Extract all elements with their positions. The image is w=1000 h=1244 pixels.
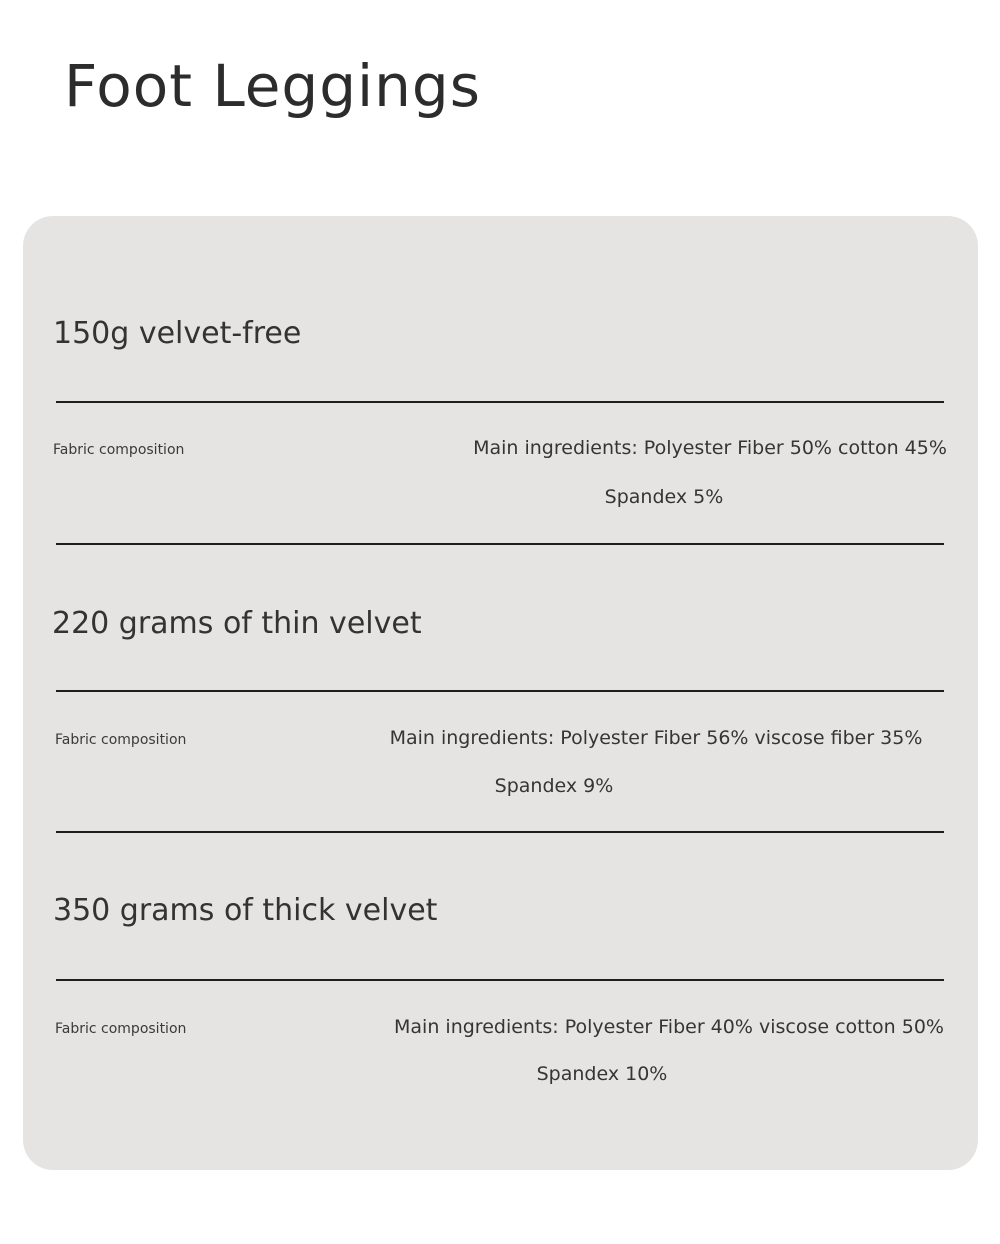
composition-main-ingredients: Main ingredients: Polyester Fiber 40% viscose cotton 50% xyxy=(394,1016,944,1038)
fabric-composition-label: Fabric composition xyxy=(53,442,185,458)
divider xyxy=(56,543,944,545)
variant-title-220g: 220 grams of thin velvet xyxy=(52,606,422,641)
composition-spandex: Spandex 10% xyxy=(536,1063,668,1085)
composition-main-ingredients: Main ingredients: Polyester Fiber 56% viscose fiber 35% xyxy=(389,727,923,749)
divider xyxy=(56,979,944,981)
variant-title-350g: 350 grams of thick velvet xyxy=(53,893,438,928)
divider xyxy=(56,401,944,403)
divider xyxy=(56,831,944,833)
composition-spandex: Spandex 5% xyxy=(604,486,724,508)
variant-title-150g: 150g velvet-free xyxy=(53,316,302,351)
fabric-composition-label: Fabric composition xyxy=(55,732,187,748)
page-title: Foot Leggings xyxy=(64,52,481,120)
composition-spandex: Spandex 9% xyxy=(494,775,614,797)
composition-main-ingredients: Main ingredients: Polyester Fiber 50% cotton 45% xyxy=(473,437,947,459)
divider xyxy=(56,690,944,692)
fabric-composition-label: Fabric composition xyxy=(55,1021,187,1037)
specs-card xyxy=(23,216,978,1170)
